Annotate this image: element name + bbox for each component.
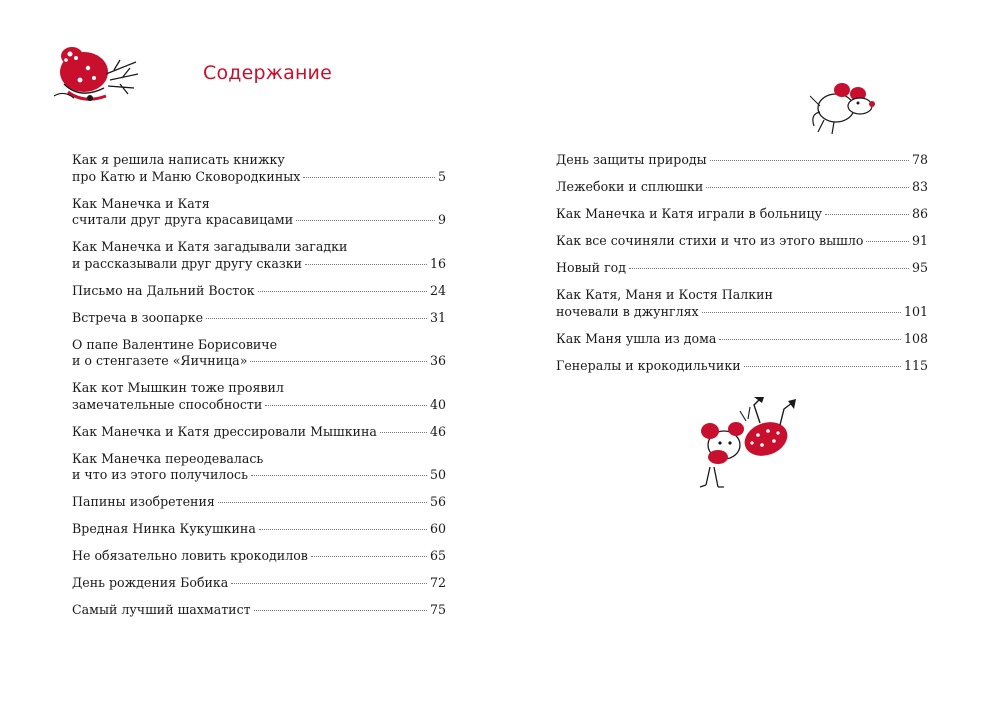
toc-left-column bbox=[72, 152, 446, 629]
page-title: Содержание bbox=[203, 62, 332, 84]
toc-page-number: 101 bbox=[903, 303, 928, 319]
toc-page-number: 108 bbox=[903, 330, 928, 346]
toc-page-number: 5 bbox=[437, 168, 446, 184]
toc-entry-title-line: про Катю и Маню Сковородкиных bbox=[72, 168, 301, 184]
toc-page-number: 72 bbox=[429, 575, 446, 590]
toc-page-number: 60 bbox=[429, 521, 446, 536]
toc-page-number: 50 bbox=[429, 467, 446, 482]
toc-entry[interactable] bbox=[72, 451, 446, 484]
dotted-leader bbox=[231, 583, 427, 584]
toc-page-number: 65 bbox=[429, 548, 446, 563]
toc-entry-title-line: Встреча в зоопарке bbox=[72, 309, 204, 325]
toc-entry-title-line: Как Маня ушла из дома bbox=[556, 330, 717, 346]
dancing-creature-icon bbox=[688, 395, 800, 491]
toc-page-number: 75 bbox=[429, 602, 446, 617]
toc-entry-title-line: Новый год bbox=[556, 260, 627, 275]
toc-page-number: 24 bbox=[429, 282, 446, 298]
toc-entry-title-line: Генералы и крокодильчики bbox=[556, 357, 741, 373]
toc-entry-title-line: Как все сочиняли стихи и что из этого вышло bbox=[556, 233, 864, 248]
toc-page-number: 91 bbox=[911, 233, 928, 248]
toc-entry-title-line: и рассказывали друг другу сказки bbox=[72, 255, 302, 271]
dotted-leader bbox=[744, 366, 901, 367]
dotted-leader bbox=[311, 556, 427, 557]
dotted-leader bbox=[305, 264, 427, 265]
toc-entry-title-line: Как я решила написать книжку bbox=[72, 152, 285, 167]
toc-entry-title-line: День рождения Бобика bbox=[72, 575, 229, 590]
toc-entry-title-line: и о стенгазете «Яичница» bbox=[72, 353, 248, 368]
toc-entry[interactable] bbox=[72, 196, 446, 229]
toc-entry-title-line: Самый лучший шахматист bbox=[72, 602, 251, 617]
toc-page-number: 9 bbox=[437, 212, 446, 227]
toc-entry[interactable] bbox=[72, 152, 446, 185]
toc-entry[interactable] bbox=[72, 380, 446, 413]
toc-page-number: 115 bbox=[903, 357, 928, 373]
toc-entry[interactable] bbox=[556, 206, 928, 223]
toc-entry[interactable] bbox=[556, 233, 928, 250]
toc-entry[interactable] bbox=[72, 521, 446, 538]
toc-entry-title-line: Папины изобретения bbox=[72, 494, 215, 509]
toc-right-column bbox=[556, 152, 928, 385]
dotted-leader bbox=[380, 432, 427, 433]
toc-entry[interactable] bbox=[556, 152, 928, 169]
toc-entry[interactable] bbox=[556, 260, 928, 277]
toc-entry-title-line: О папе Валентине Борисовиче bbox=[72, 336, 278, 352]
toc-page-number: 46 bbox=[429, 423, 446, 439]
dotted-leader bbox=[303, 177, 435, 178]
dotted-leader bbox=[265, 405, 427, 406]
dotted-leader bbox=[251, 475, 427, 476]
toc-entry-title-line: Как Манечка и Катя bbox=[72, 195, 210, 211]
toc-entry-title-line: Вредная Нинка Кукушкина bbox=[72, 521, 256, 536]
dotted-leader bbox=[825, 214, 909, 215]
toc-page-number: 86 bbox=[911, 206, 928, 221]
toc-entry-title-line: Как Манечка переодевалась bbox=[72, 450, 264, 466]
red-hat-creature-icon bbox=[50, 40, 142, 110]
toc-entry[interactable] bbox=[556, 331, 928, 348]
toc-entry[interactable] bbox=[72, 424, 446, 441]
toc-entry[interactable] bbox=[72, 283, 446, 300]
mouse-icon bbox=[806, 82, 882, 138]
toc-entry[interactable] bbox=[556, 358, 928, 375]
dotted-leader bbox=[250, 361, 427, 362]
dotted-leader bbox=[206, 318, 427, 319]
toc-page-number: 36 bbox=[429, 353, 446, 368]
dotted-leader bbox=[710, 160, 909, 161]
toc-entry[interactable] bbox=[72, 310, 446, 327]
toc-entry-title-line: Как Катя, Маня и Костя Палкин bbox=[556, 287, 773, 302]
toc-page-number: 95 bbox=[911, 260, 928, 275]
dotted-leader bbox=[258, 291, 427, 292]
dotted-leader bbox=[702, 312, 901, 313]
toc-entry-title-line: Письмо на Дальний Восток bbox=[72, 282, 255, 298]
toc-entry[interactable] bbox=[556, 179, 928, 196]
toc-entry-title-line: Как Манечка и Катя играли в больницу bbox=[556, 206, 823, 221]
toc-entry-title-line: Как Манечка и Катя загадывали загадки bbox=[72, 239, 348, 254]
toc-entry-title-line: Лежебоки и сплюшки bbox=[556, 179, 704, 194]
toc-page-number: 78 bbox=[911, 152, 928, 167]
toc-entry-title-line: ночевали в джунглях bbox=[556, 303, 699, 319]
toc-entry-title-line: считали друг друга красавицами bbox=[72, 212, 294, 227]
toc-entry[interactable] bbox=[72, 602, 446, 619]
toc-page-number: 16 bbox=[429, 255, 446, 271]
dotted-leader bbox=[296, 220, 435, 221]
dotted-leader bbox=[629, 268, 909, 269]
toc-page-number: 31 bbox=[429, 309, 446, 325]
dotted-leader bbox=[719, 339, 901, 340]
toc-entry[interactable] bbox=[72, 494, 446, 511]
toc-entry[interactable] bbox=[556, 287, 928, 320]
dotted-leader bbox=[866, 241, 909, 242]
toc-entry[interactable] bbox=[72, 239, 446, 272]
toc-entry[interactable] bbox=[72, 575, 446, 592]
dotted-leader bbox=[706, 187, 909, 188]
toc-entry-title-line: замечательные способности bbox=[72, 396, 263, 412]
toc-entry[interactable] bbox=[72, 337, 446, 370]
dotted-leader bbox=[218, 502, 427, 503]
toc-page-number: 83 bbox=[911, 179, 928, 194]
toc-entry[interactable] bbox=[72, 548, 446, 565]
toc-entry-title-line: Не обязательно ловить крокодилов bbox=[72, 548, 308, 563]
toc-page-number: 56 bbox=[429, 494, 446, 509]
toc-entry-title-line: Как кот Мышкин тоже проявил bbox=[72, 380, 284, 395]
dotted-leader bbox=[254, 610, 427, 611]
toc-entry-title-line: и что из этого получилось bbox=[72, 467, 248, 482]
toc-entry-title-line: Как Манечка и Катя дрессировали Мышкина bbox=[72, 423, 377, 439]
toc-page-number: 40 bbox=[429, 396, 446, 412]
dotted-leader bbox=[259, 529, 427, 530]
toc-entry-title-line: День защиты природы bbox=[556, 152, 707, 167]
